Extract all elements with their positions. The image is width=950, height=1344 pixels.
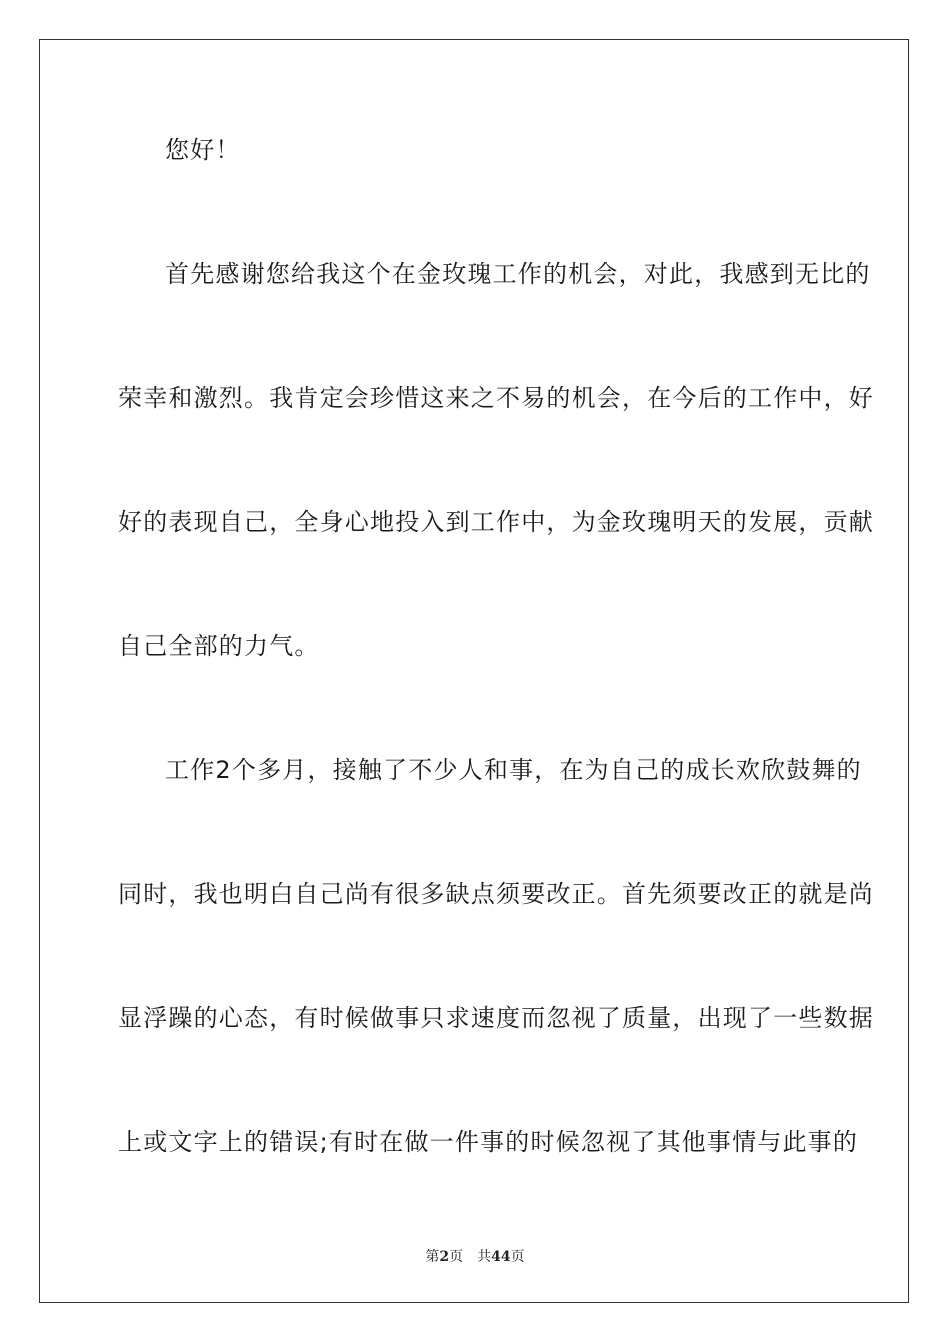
body-line: 显浮躁的心态，有时候做事只求速度而忽视了质量，出现了一些数据: [118, 1004, 874, 1032]
body-line: 首先感谢您给我这个在金玫瑰工作的机会，对此，我感到无比的: [165, 260, 871, 288]
body-line: 自己全部的力气。: [118, 632, 320, 660]
page-footer: [0, 1248, 950, 1266]
page-total-number: 44: [491, 1249, 511, 1265]
page-suffix: 页: [449, 1249, 464, 1265]
greeting-line: 您好！: [165, 136, 241, 164]
total-suffix: 页: [510, 1249, 525, 1265]
page-border: [39, 39, 909, 1303]
body-line: 上或文字上的错误;有时在做一件事的时候忽视了其他事情与此事的: [118, 1128, 859, 1156]
page-prefix: 第: [425, 1249, 440, 1265]
body-line: 好的表现自己，全身心地投入到工作中，为金玫瑰明天的发展，贡献: [118, 508, 874, 536]
body-line: 工作2个多月，接触了不少人和事，在为自己的成长欢欣鼓舞的: [165, 756, 862, 784]
total-prefix: 共: [477, 1249, 492, 1265]
body-line: 荣幸和激烈。我肯定会珍惜这来之不易的机会，在今后的工作中，好: [118, 384, 874, 412]
body-line: 同时，我也明白自己尚有很多缺点须要改正。首先须要改正的就是尚: [118, 880, 874, 908]
page-current-number: 2: [439, 1249, 450, 1265]
